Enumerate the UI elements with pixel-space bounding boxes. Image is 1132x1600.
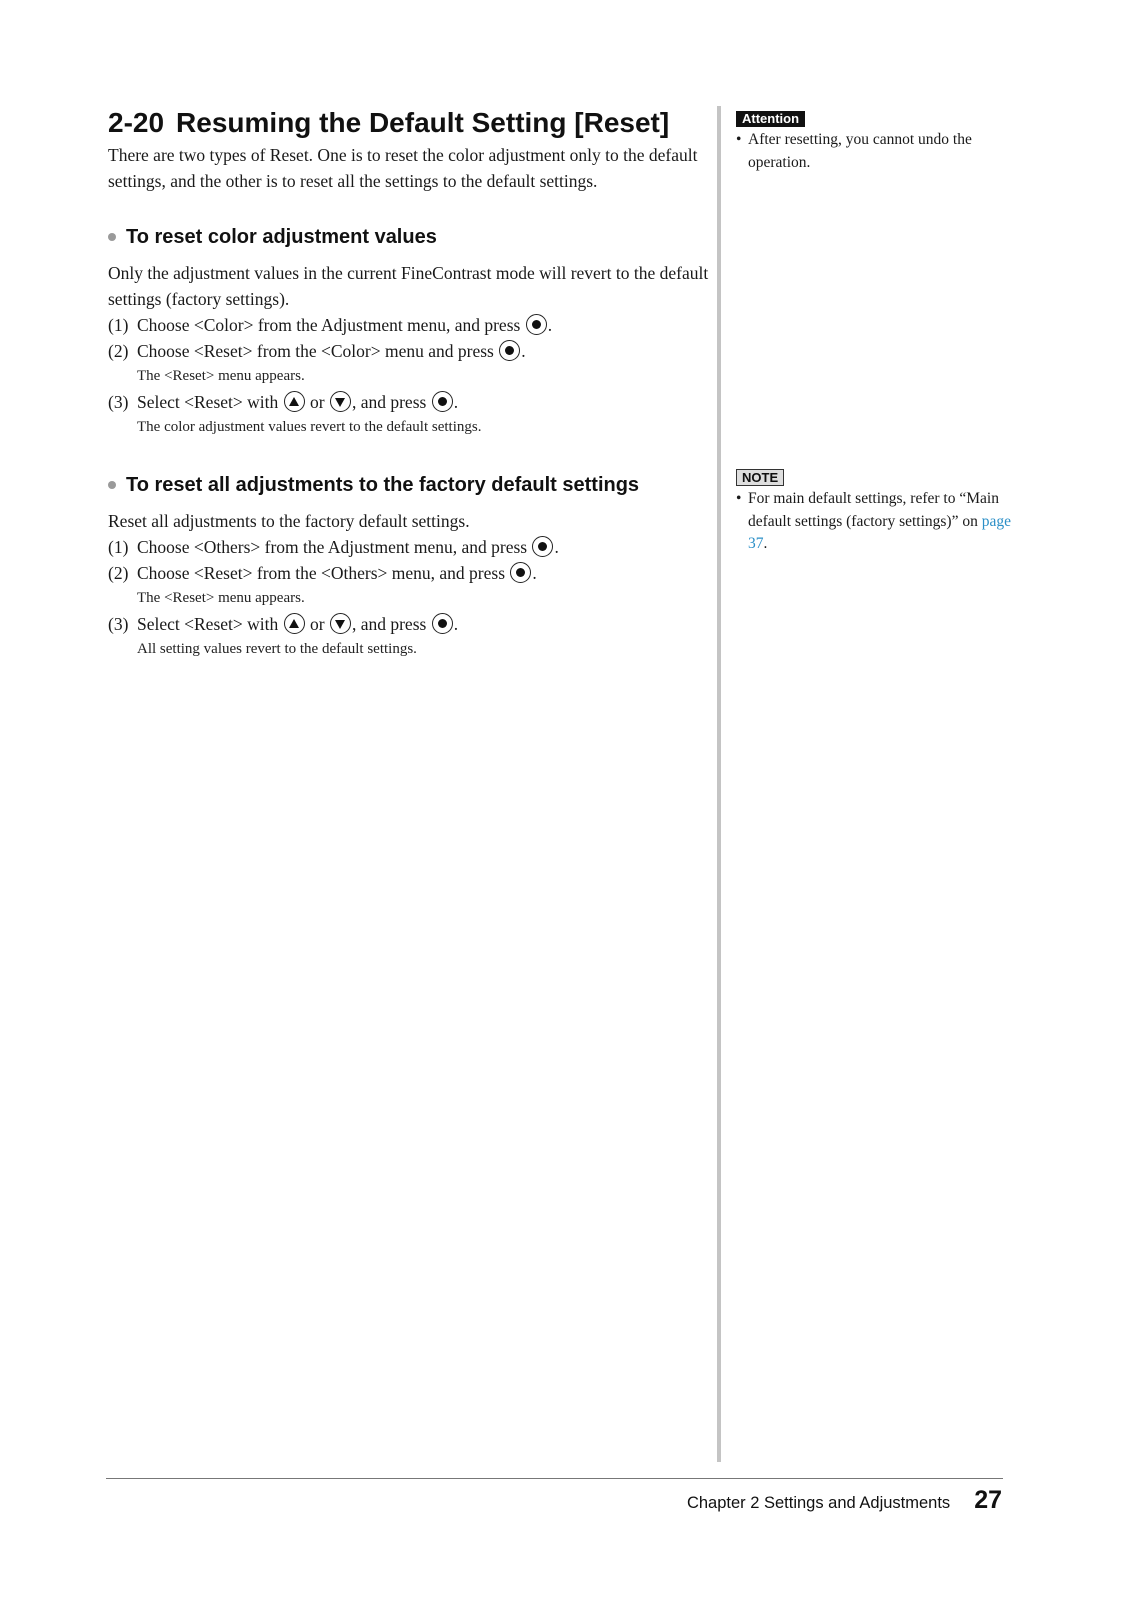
down-button-icon [330, 391, 351, 412]
note-item [736, 488, 1016, 556]
section-intro: Only the adjustment values in the current FineContrast mode will revert to the default settings (factory settings). [108, 263, 709, 309]
enter-button-icon [526, 314, 547, 335]
step-number: (2) [108, 341, 129, 361]
page-footer [687, 1486, 1002, 1515]
intro-paragraph: There are two types of Reset. One is to reset the color adjustment only to the default settings, and the other is to reset all the settings to the default settings. [108, 145, 698, 191]
column-divider [717, 106, 721, 1462]
enter-button-icon [532, 536, 553, 557]
bullet-dot-icon [108, 233, 116, 241]
step-number: (3) [108, 392, 129, 412]
attention-box [736, 110, 1016, 174]
step-2 [108, 338, 714, 364]
section-heading: To reset color adjustment values [108, 224, 714, 250]
enter-button-icon [499, 340, 520, 361]
step-text: Choose <Color> from the Adjustment menu, and press . [137, 315, 553, 335]
section-reset-color [108, 224, 714, 440]
section-reset-all [108, 472, 714, 662]
step-3 [108, 389, 714, 415]
page-number: 27 [974, 1486, 1002, 1514]
step-result: The <Reset> menu appears. [137, 368, 305, 384]
step-1 [108, 312, 714, 338]
attention-item [736, 129, 1016, 174]
bullet-marker: • [736, 490, 742, 507]
bullet-marker: • [736, 131, 742, 148]
step-result: The <Reset> menu appears. [137, 590, 305, 606]
enter-button-icon [432, 391, 453, 412]
step-text: Select <Reset> with or , and press . [137, 614, 459, 634]
down-button-icon [330, 613, 351, 634]
footer-rule [106, 1478, 1003, 1479]
note-text: For main default settings, refer to “Main default settings (factory settings)” on page 37. [748, 490, 1011, 552]
step-result: All setting values revert to the default settings. [137, 641, 417, 657]
section-intro: Reset all adjustments to the factory default settings. [108, 511, 470, 531]
step-text: Choose <Reset> from the <Others> menu, and press . [137, 563, 537, 583]
attention-label: Attention [736, 111, 805, 127]
enter-button-icon [510, 562, 531, 583]
step-number: (2) [108, 563, 129, 583]
attention-text: After resetting, you cannot undo the operation. [748, 131, 972, 171]
step-result: The color adjustment values revert to the default settings. [137, 419, 482, 435]
step-text: Choose <Others> from the Adjustment menu, and press . [137, 537, 559, 557]
note-box [736, 469, 1016, 556]
section-heading: To reset all adjustments to the factory default settings [108, 472, 714, 498]
section-title: Resuming the Default Setting [Reset] [176, 107, 670, 138]
chapter-title: Chapter 2 Settings and Adjustments [686, 1494, 951, 1512]
page-title [108, 104, 714, 142]
note-label: NOTE [736, 469, 784, 486]
up-button-icon [284, 391, 305, 412]
step-number: (3) [108, 614, 129, 634]
up-button-icon [284, 613, 305, 634]
step-number: (1) [108, 315, 129, 335]
section-number: 2-20 [108, 107, 165, 138]
enter-button-icon [432, 613, 453, 634]
step-3 [108, 611, 714, 637]
step-number: (1) [108, 537, 129, 557]
step-1 [108, 534, 714, 560]
page-link[interactable]: page 37 [748, 512, 1011, 552]
bullet-dot-icon [108, 481, 116, 489]
step-text: Choose <Reset> from the <Color> menu and press . [137, 341, 526, 361]
main-column [108, 104, 714, 662]
step-text: Select <Reset> with or , and press . [137, 392, 459, 412]
step-2 [108, 560, 714, 586]
